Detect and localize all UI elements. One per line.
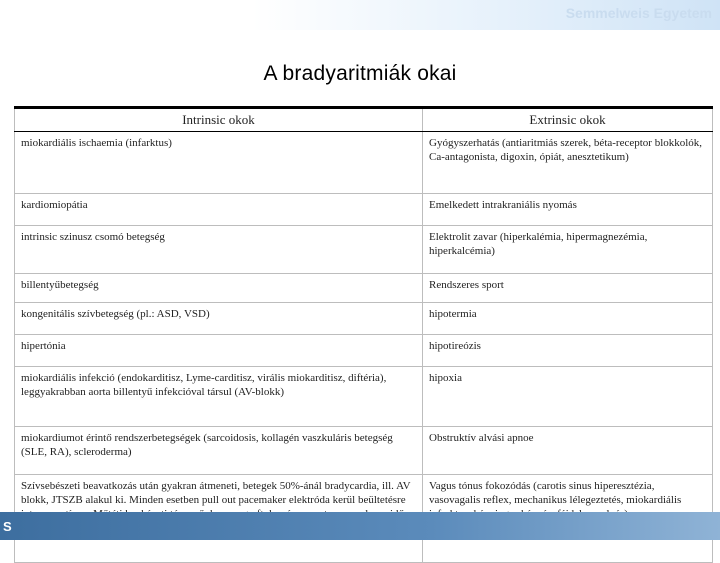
extrinsic-cell: hipotermia	[423, 303, 713, 335]
intrinsic-cell: hipertónia	[15, 335, 423, 367]
intrinsic-cell: miokardiumot érintő rendszerbetegségek (sarcoidosis, kollagén vaszkuláris betegség (SLE, RA), scleroderma)	[15, 427, 423, 475]
table-row	[15, 226, 713, 274]
table-row	[15, 335, 713, 367]
extrinsic-header: Extrinsic okok	[423, 108, 713, 132]
extrinsic-cell: hipoxia	[423, 367, 713, 427]
intrinsic-cell: kardiomiopátia	[15, 194, 423, 226]
table-row	[15, 194, 713, 226]
extrinsic-cell: Gyógyszerhatás (antiaritmiás szerek, béta-receptor blokkolók, Ca-antagonista, digoxin, ópiát, anesztetikum)	[423, 132, 713, 194]
footer-band	[0, 512, 720, 540]
table-row	[15, 274, 713, 303]
extrinsic-cell: Obstruktív alvási apnoe	[423, 427, 713, 475]
intrinsic-cell: miokardiális ischaemia (infarktus)	[15, 132, 423, 194]
causes-table	[14, 106, 713, 563]
extrinsic-cell: hipotireózis	[423, 335, 713, 367]
table-row	[15, 427, 713, 475]
university-brand: Semmelweis Egyetem	[565, 5, 712, 21]
table-header-row	[15, 108, 713, 132]
intrinsic-cell: Szívsebészeti beavatkozás után gyakran átmeneti, betegek 50%-ánál bradycardia, ill. AV blokk, JTSZB alakul ki. Minden esetben pull out pacemaker elektróda kerül beültetésre	[15, 475, 423, 563]
extrinsic-cell: Emelkedett intrakraniális nyomás	[423, 194, 713, 226]
table-row	[15, 303, 713, 335]
intrinsic-cell: kongenitális szívbetegség (pl.: ASD, VSD)	[15, 303, 423, 335]
table-row	[15, 367, 713, 427]
extrinsic-cell: Rendszeres sport	[423, 274, 713, 303]
intrinsic-cell: billentyűbetegség	[15, 274, 423, 303]
table-row	[15, 132, 713, 194]
intrinsic-cell: intrinsic szinusz csomó betegség	[15, 226, 423, 274]
footer-letter: S	[3, 519, 12, 534]
extrinsic-cell: Elektrolit zavar (hiperkalémia, hipermagnezémia, hiperkalcémia)	[423, 226, 713, 274]
extrinsic-cell: Vagus tónus fokozódás (carotis sinus hiperesztézia, vasovagalis reflex, mechanikus lélegeztetés, miokardiális	[423, 475, 713, 563]
intrinsic-header: Intrinsic okok	[15, 108, 423, 132]
intrinsic-cell: miokardiális infekció (endokarditisz, Lyme-carditisz, virális miokarditisz, diftéria), leggyakrabban aorta billentyű infekcióval társul (AV-blokk)	[15, 367, 423, 427]
slide-title: A bradyaritmiák okai	[263, 62, 457, 85]
